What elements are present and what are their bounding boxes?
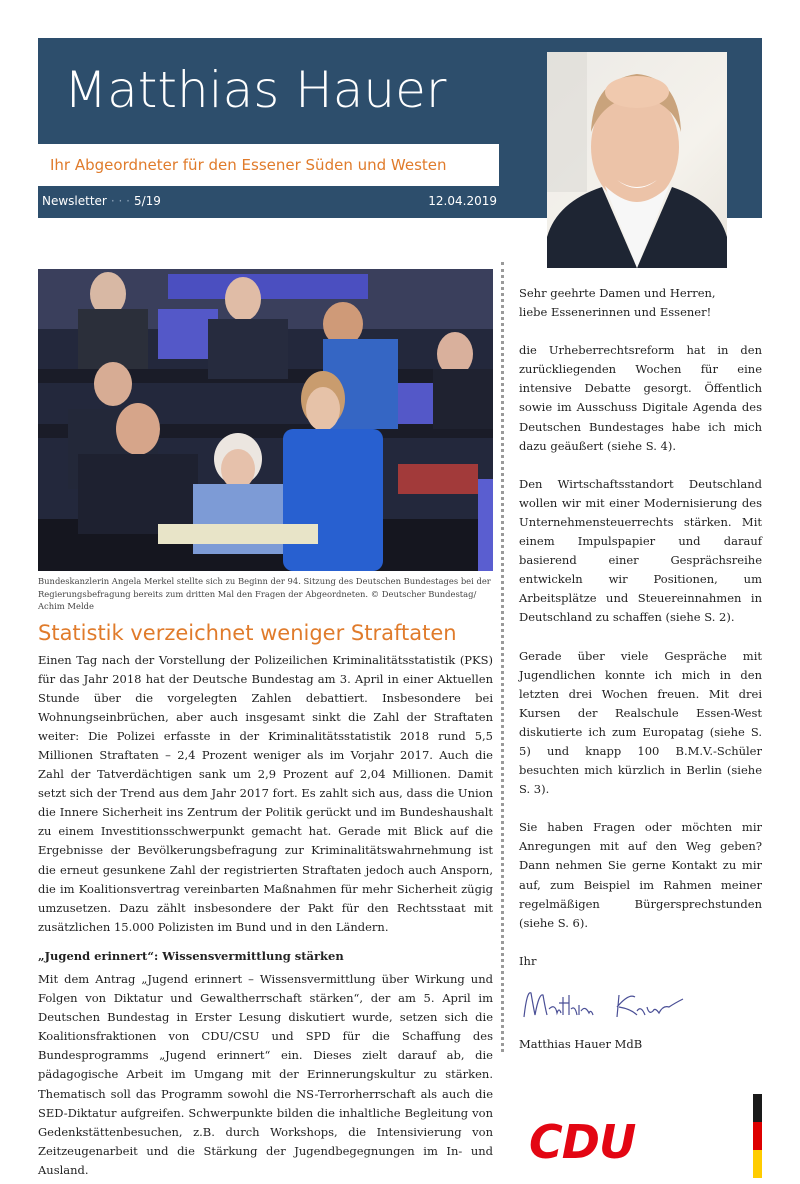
newsletter-issue <box>42 194 161 208</box>
page-title: Matthias Hauer <box>64 61 447 119</box>
newsletter-date: 12.04.2019 <box>428 194 497 208</box>
logo-area <box>519 1094 762 1184</box>
photo-caption: Bundeskanzlerin Angela Merkel stellte sich zu Beginn der 94. Sitzung des Deutschen Bundestages bei der Regierungsbefragung bereits zum dritten Mal den Fragen der Abgeordneten. © Deutscher Bundestag/ Achim Melde <box>38 576 491 611</box>
newsletter-bar <box>42 190 497 212</box>
cdu-logo: CDU <box>529 1115 636 1169</box>
portrait-illustration <box>547 52 727 268</box>
column-divider <box>501 262 504 1052</box>
letter-closing: Ihr <box>519 953 537 968</box>
signatory-name: Matthias Hauer MdB <box>519 1036 643 1051</box>
photo-illustration <box>38 269 493 571</box>
signature-scribble <box>519 985 699 1025</box>
flag-black <box>753 1094 762 1122</box>
article-headline: Statistik verzeichnet weniger Straftaten <box>38 620 457 645</box>
letter-greeting <box>519 284 762 322</box>
flag-red <box>753 1122 762 1150</box>
main-column <box>38 269 493 1180</box>
letter-paragraph-2: Den Wirtschaftsstandort Deutschland wollen wir mit einer Modernisierung des Unternehmensteuerrechts stärken. Mit einem Impulspapier und darauf basierend einer Gesprächsreihe entwickeln wir Positionen, um Arbeitsplätze und Steuereinnahmen in Deutschland zu schaffen (siehe S. 2). <box>519 476 762 625</box>
subtitle: Ihr Abgeordneter für den Essener Süden und Westen <box>50 156 447 174</box>
issue-number: 5/19 <box>133 194 161 208</box>
letter-paragraph-3: Gerade über viele Gespräche mit Jugendlichen konnte ich mich in den letzten drei Wochen freuen. Mit drei Kursen der Realschule Essen-West diskutierte ich zum Europatag (siehe S. 5) und knapp 100 B.M.V.-Schüler besuchten mich kürzlich in Berlin (siehe S. 3). <box>519 648 762 797</box>
letter-column <box>519 284 762 1184</box>
article-body-2: Mit dem Antrag „Jugend erinnert – Wissensvermittlung über Wirkung und Folgen von Diktatur und Gewaltherrschaft stärken“, der am 5. April im Deutschen Bundestag in Erster Lesung diskutiert wurde, setzen sich die Koalitionsfraktionen von CDU/CSU und SPD für die Schaffung des Bundesprogramms „Jugend erinnert“ ein. Dieses zielt darauf ab, die pädagogische Arbeit im Umgang mit der Erinnerungskultur zu stärken. Thematisch soll das Programm sowohl die NS-Terrorherrschaft als auch die SED-Diktatur aufgreifen. Schwerpunkte bilden die inhaltliche Begleitung von Gedenkstättenbesuchen, z.B. durch Workshops, die Intensivierung von Zeitzeugenarbeit und die Stärkung der Jugendbegegnungen im In- und Ausland. <box>38 972 493 1177</box>
portrait-photo <box>547 52 727 268</box>
greeting-line-1: Sehr geehrte Damen und Herren, <box>519 286 716 300</box>
article-body: Einen Tag nach der Vorstellung der Polizeilichen Kriminalitätsstatistik (PKS) für das Jahr 2018 hat der Deutsche Bundestag am 3. April in einer Aktuellen Stunde über die vorgelegten Zahlen debattiert. Insbesondere bei Wohnungseinbrüchen, aber auch insgesamt sinkt die Zahl der Straftaten weiter: Die Polizei erfasste in der Kriminalitätsstatistik 2018 rund 5,5 Millionen Straftaten – 2,4 Prozent weniger als im Vorjahr 2017. Auch die Zahl der Tatverdächtigen sank um 2,9 Prozent auf 2,04 Millionen. Damit setzt sich der Trend aus dem Jahr 2017 fort. Es zahlt sich aus, dass die Union die Innere Sicherheit ins Zentrum der Politik gerückt und im Bundeshaushalt zu einem Investitionsschwerpunkt gemacht hat. Gerade mit Blick auf die Ergebnisse der Bevölkerungsbefragung zur Kriminalitätswahrnehmung ist die erneut gesunkene Zahl der registrierten Straftaten jedoch auch Ansporn, die im Koalitionsvertrag vereinbarten Maßnahmen für mehr Sicherheit zügig umzusetzen. Dazu zählt insbesondere der Pakt für den Rechtsstaat mit zusätzlichen 15.000 Polizisten im Bund und in den Ländern. <box>38 652 493 934</box>
separator-dots: · · · <box>110 194 130 208</box>
signature <box>519 985 762 1025</box>
letter-paragraph-4: Sie haben Fragen oder möchten mir Anregungen mit auf den Weg geben? Dann nehmen Sie gerne Kontakt zu mir auf, zum Beispiel im Rahmen meiner regelmäßigen Bürgersprechstunden (siehe S. 6). <box>519 820 762 930</box>
flag-gold <box>753 1150 762 1178</box>
newsletter-label: Newsletter <box>42 194 107 208</box>
greeting-line-2: liebe Essenerinnen und Essener! <box>519 305 712 320</box>
german-flag-stripe <box>753 1094 762 1178</box>
bundestag-photo <box>38 269 493 571</box>
article-subheadline: „Jugend erinnert“: Wissensvermittlung stärken <box>38 948 344 963</box>
letter-paragraph-1: die Urheberrechtsreform hat in den zurückliegenden Wochen für eine intensive Debatte gesorgt. Öffentlich sowie im Ausschuss Digitale Agenda des Deutschen Bundestages habe ich mich dazu geäußert (siehe S. 4). <box>519 343 762 453</box>
